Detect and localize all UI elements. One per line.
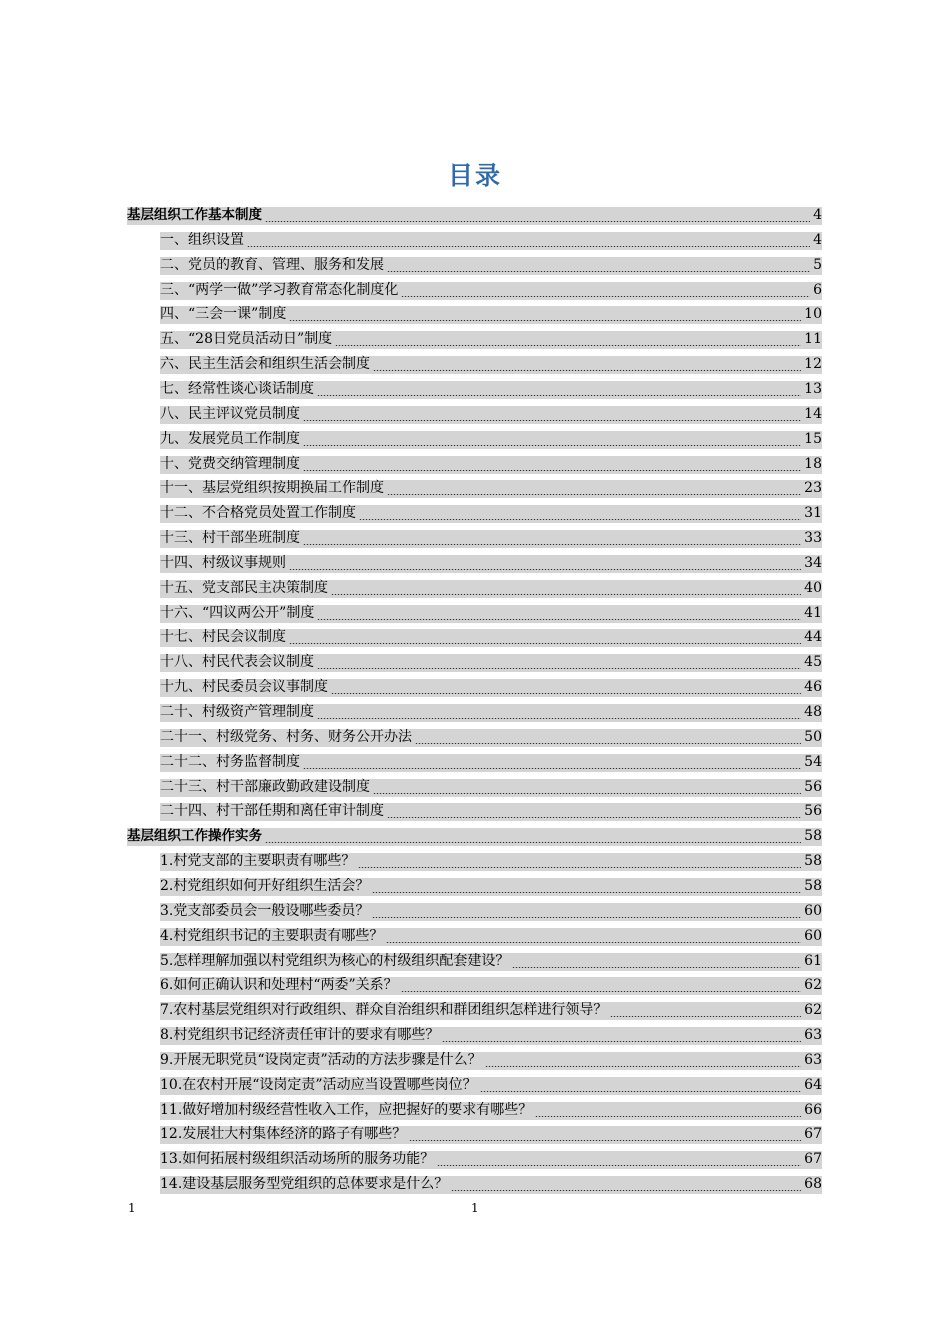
toc-dot-leader bbox=[399, 977, 804, 995]
toc-entry[interactable] bbox=[160, 405, 822, 424]
toc-entry[interactable] bbox=[160, 877, 822, 896]
toc-entry-page: 54 bbox=[804, 753, 822, 770]
toc-dot-leader bbox=[357, 505, 803, 523]
toc-entry-label: 6.如何正确认识和处理村“两委”关系？ bbox=[160, 977, 398, 994]
toc-entry-page: 60 bbox=[804, 902, 822, 919]
toc-entry-label: 十九、村民委员会议事制度 bbox=[160, 679, 328, 696]
toc-entry[interactable] bbox=[160, 976, 822, 995]
toc-dot-leader bbox=[399, 282, 812, 300]
toc-entry-page: 41 bbox=[804, 604, 822, 621]
toc-entry[interactable] bbox=[160, 952, 822, 971]
toc-entry-page: 67 bbox=[804, 1126, 822, 1143]
toc-entry-label: 2.村党组织如何开好组织生活会？ bbox=[160, 877, 370, 894]
toc-entry[interactable] bbox=[160, 1101, 822, 1120]
toc-dot-leader bbox=[385, 480, 803, 498]
toc-entry-label: 12.发展壮大村集体经济的路子有哪些？ bbox=[160, 1126, 407, 1143]
toc-dot-leader bbox=[329, 679, 803, 697]
toc-entry-page: 6 bbox=[813, 281, 822, 298]
toc-entry-page: 63 bbox=[804, 1051, 822, 1068]
toc-entry-label: 8.村党组织书记经济责任审计的要求有哪些？ bbox=[160, 1027, 440, 1044]
toc-entry-page: 18 bbox=[804, 455, 822, 472]
toc-entry[interactable] bbox=[160, 1026, 822, 1045]
toc-dot-leader bbox=[315, 605, 803, 623]
toc-entry-page: 63 bbox=[804, 1027, 822, 1044]
toc-dot-leader bbox=[333, 331, 803, 349]
toc-entry[interactable] bbox=[160, 281, 822, 300]
toc-section-entry[interactable] bbox=[127, 206, 822, 225]
toc-section-entry[interactable] bbox=[127, 827, 822, 846]
toc-entry-page: 67 bbox=[804, 1151, 822, 1168]
toc-dot-leader bbox=[385, 803, 803, 821]
toc-entry[interactable] bbox=[160, 703, 822, 722]
toc-entry[interactable] bbox=[160, 554, 822, 573]
toc-entry-page: 68 bbox=[804, 1176, 822, 1193]
toc-dot-leader bbox=[384, 928, 803, 946]
toc-entry[interactable] bbox=[160, 305, 822, 324]
toc-dot-leader bbox=[371, 356, 803, 374]
toc-entry-label: 二十三、村干部廉政勤政建设制度 bbox=[160, 778, 370, 795]
toc-entry[interactable] bbox=[160, 1175, 822, 1194]
toc-dot-leader bbox=[370, 878, 803, 896]
toc-entry[interactable] bbox=[160, 1076, 822, 1095]
toc-entry[interactable] bbox=[160, 1150, 822, 1169]
toc-entry-label: 基层组织工作操作实务 bbox=[127, 828, 262, 845]
toc-entry[interactable] bbox=[160, 852, 822, 871]
toc-dot-leader bbox=[245, 232, 812, 250]
toc-entry-page: 66 bbox=[804, 1101, 822, 1118]
toc-entry-label: 九、发展党员工作制度 bbox=[160, 430, 300, 447]
toc-entry-page: 13 bbox=[804, 380, 822, 397]
toc-dot-leader bbox=[385, 257, 812, 275]
toc-entry[interactable] bbox=[160, 1125, 822, 1144]
toc-dot-leader bbox=[329, 580, 803, 598]
toc-entry-label: 六、民主生活会和组织生活会制度 bbox=[160, 356, 370, 373]
footer-page-number-left: 1 bbox=[128, 1201, 136, 1215]
toc-entry-page: 64 bbox=[804, 1076, 822, 1093]
toc-entry-page: 44 bbox=[804, 629, 822, 646]
toc-entry-label: 五、“28日党员活动日”制度 bbox=[160, 331, 333, 348]
toc-entry-page: 58 bbox=[804, 877, 822, 894]
toc-dot-leader bbox=[301, 754, 803, 772]
toc-entry-label: 十一、基层党组织按期换届工作制度 bbox=[160, 480, 384, 497]
toc-dot-leader bbox=[608, 1002, 803, 1020]
toc-dot-leader bbox=[301, 456, 803, 474]
toc-dot-leader bbox=[533, 1102, 803, 1120]
toc-entry-label: 1.村党支部的主要职责有哪些？ bbox=[160, 853, 356, 870]
toc-entry-label: 7.农村基层党组织对行政组织、群众自治组织和群团组织怎样进行领导？ bbox=[160, 1002, 608, 1019]
toc-dot-leader bbox=[370, 903, 803, 921]
toc-entry-label: 二十、村级资产管理制度 bbox=[160, 704, 314, 720]
toc-entry[interactable] bbox=[160, 653, 822, 672]
toc-dot-leader bbox=[315, 381, 803, 399]
toc-entry-page: 61 bbox=[804, 952, 822, 969]
toc-entry-page: 50 bbox=[804, 728, 822, 745]
toc-entry-label: 十三、村干部坐班制度 bbox=[160, 530, 300, 547]
toc-entry[interactable] bbox=[160, 927, 822, 946]
toc-entry-label: 二十一、村级党务、村务、财务公开办法 bbox=[160, 728, 412, 745]
toc-dot-leader bbox=[440, 1027, 803, 1045]
toc-entry-label: 4.村党组织书记的主要职责有哪些？ bbox=[160, 927, 384, 944]
toc-entry[interactable] bbox=[160, 330, 822, 349]
toc-entry-page: 33 bbox=[804, 530, 822, 547]
toc-entry-page: 15 bbox=[804, 430, 822, 447]
toc-dot-leader bbox=[510, 953, 803, 971]
toc-entry[interactable] bbox=[160, 753, 822, 772]
toc-entry-page: 48 bbox=[804, 704, 822, 720]
toc-entry-page: 62 bbox=[804, 1002, 822, 1019]
toc-entry[interactable] bbox=[160, 678, 822, 697]
toc-entry-page: 11 bbox=[804, 331, 822, 348]
toc-dot-leader bbox=[287, 629, 803, 647]
toc-title: 目录 bbox=[447, 161, 502, 190]
toc-entry-label: 八、民主评议党员制度 bbox=[160, 405, 300, 422]
toc-entry-page: 4 bbox=[813, 207, 822, 223]
toc-entry-label: 四、“三会一课”制度 bbox=[160, 306, 287, 323]
toc-entry-page: 5 bbox=[813, 256, 822, 273]
toc-entry-label: 一、组织设置 bbox=[160, 231, 244, 248]
toc-entry[interactable] bbox=[160, 579, 822, 598]
toc-entry-label: 十四、村级议事规则 bbox=[160, 554, 286, 571]
toc-entry-page: 56 bbox=[804, 803, 822, 820]
toc-entry[interactable] bbox=[160, 256, 822, 275]
toc-entry-page: 46 bbox=[804, 679, 822, 696]
toc-dot-leader bbox=[301, 431, 803, 449]
toc-entry-page: 4 bbox=[813, 231, 822, 248]
toc-entry-label: 十八、村民代表会议制度 bbox=[160, 654, 314, 671]
toc-entry-label: 二十二、村务监督制度 bbox=[160, 753, 300, 770]
toc-entry-label: 十二、不合格党员处置工作制度 bbox=[160, 505, 356, 522]
toc-dot-leader bbox=[407, 1126, 803, 1144]
toc-dot-leader bbox=[263, 207, 812, 225]
toc-entry-label: 二十四、村干部任期和离任审计制度 bbox=[160, 803, 384, 820]
toc-dot-leader bbox=[483, 1052, 804, 1070]
toc-entry-page: 10 bbox=[804, 306, 822, 323]
toc-dot-leader bbox=[315, 704, 803, 722]
toc-entry-page: 58 bbox=[804, 853, 822, 870]
toc-entry-label: 十五、党支部民主决策制度 bbox=[160, 579, 328, 596]
toc-dot-leader bbox=[315, 654, 803, 672]
toc-entry-label: 3.党支部委员会一般设哪些委员？ bbox=[160, 902, 370, 919]
toc-dot-leader bbox=[413, 729, 803, 747]
toc-entry-page: 23 bbox=[804, 480, 822, 497]
toc-entry-page: 31 bbox=[804, 505, 822, 522]
toc-entry[interactable] bbox=[160, 231, 822, 250]
toc-entry-label: 三、“两学一做”学习教育常态化制度化 bbox=[160, 281, 399, 298]
toc-entry-page: 40 bbox=[804, 579, 822, 596]
toc-entry-label: 10.在农村开展“设岗定责”活动应当设置哪些岗位？ bbox=[160, 1076, 477, 1093]
toc-entry-label: 11.做好增加村级经营性收入工作，应把握好的要求有哪些？ bbox=[160, 1101, 533, 1118]
toc-dot-leader bbox=[263, 828, 803, 846]
toc-dot-leader bbox=[287, 306, 803, 324]
toc-entry-label: 七、经常性谈心谈话制度 bbox=[160, 380, 314, 397]
toc-dot-leader bbox=[371, 779, 803, 797]
toc-entry[interactable] bbox=[160, 380, 822, 399]
toc-dot-leader bbox=[301, 530, 803, 548]
toc-entry[interactable] bbox=[160, 604, 822, 623]
toc-entry[interactable] bbox=[160, 355, 822, 374]
toc-entry-label: 13.如何拓展村级组织活动场所的服务功能？ bbox=[160, 1151, 435, 1168]
toc-dot-leader bbox=[478, 1077, 804, 1095]
toc-entry-page: 56 bbox=[804, 778, 822, 795]
toc-entry[interactable] bbox=[160, 529, 822, 548]
toc-dot-leader bbox=[449, 1176, 803, 1194]
toc-entry[interactable] bbox=[160, 628, 822, 647]
toc-entry[interactable] bbox=[160, 1001, 822, 1020]
toc-entry[interactable] bbox=[160, 455, 822, 474]
toc-entry[interactable] bbox=[160, 902, 822, 921]
toc-entry[interactable] bbox=[160, 430, 822, 449]
toc-entry[interactable] bbox=[160, 479, 822, 498]
toc-entry-page: 60 bbox=[804, 927, 822, 944]
footer-page-number-center: 1 bbox=[471, 1201, 479, 1215]
toc-entry-page: 58 bbox=[804, 828, 822, 845]
toc-entry-label: 二、党员的教育、管理、服务和发展 bbox=[160, 256, 384, 273]
toc-entry-label: 十七、村民会议制度 bbox=[160, 629, 286, 646]
toc-entry[interactable] bbox=[160, 778, 822, 797]
toc-entry[interactable] bbox=[160, 728, 822, 747]
toc-entry-label: 十、党费交纳管理制度 bbox=[160, 455, 300, 472]
toc-entry-page: 14 bbox=[804, 405, 822, 422]
toc-entry-page: 12 bbox=[804, 356, 822, 373]
toc-entry[interactable] bbox=[160, 802, 822, 821]
toc-entry[interactable] bbox=[160, 1051, 822, 1070]
toc-entry-label: 9.开展无职党员“设岗定责”活动的方法步骤是什么？ bbox=[160, 1051, 482, 1068]
toc-entry-label: 5.怎样理解加强以村党组织为核心的村级组织配套建设？ bbox=[160, 952, 510, 969]
toc-entry-label: 十六、“四议两公开”制度 bbox=[160, 604, 315, 621]
toc-dot-leader bbox=[435, 1151, 803, 1169]
toc-dot-leader bbox=[356, 853, 803, 871]
toc-entry-label: 14.建设基层服务型党组织的总体要求是什么？ bbox=[160, 1176, 449, 1193]
toc-entry-page: 62 bbox=[804, 977, 822, 994]
toc-entry[interactable] bbox=[160, 504, 822, 523]
toc-dot-leader bbox=[287, 555, 803, 573]
toc-entry-page: 34 bbox=[804, 554, 822, 571]
toc-dot-leader bbox=[301, 406, 803, 424]
toc-entry-label: 基层组织工作基本制度 bbox=[127, 207, 262, 223]
toc-entry-page: 45 bbox=[804, 654, 822, 671]
